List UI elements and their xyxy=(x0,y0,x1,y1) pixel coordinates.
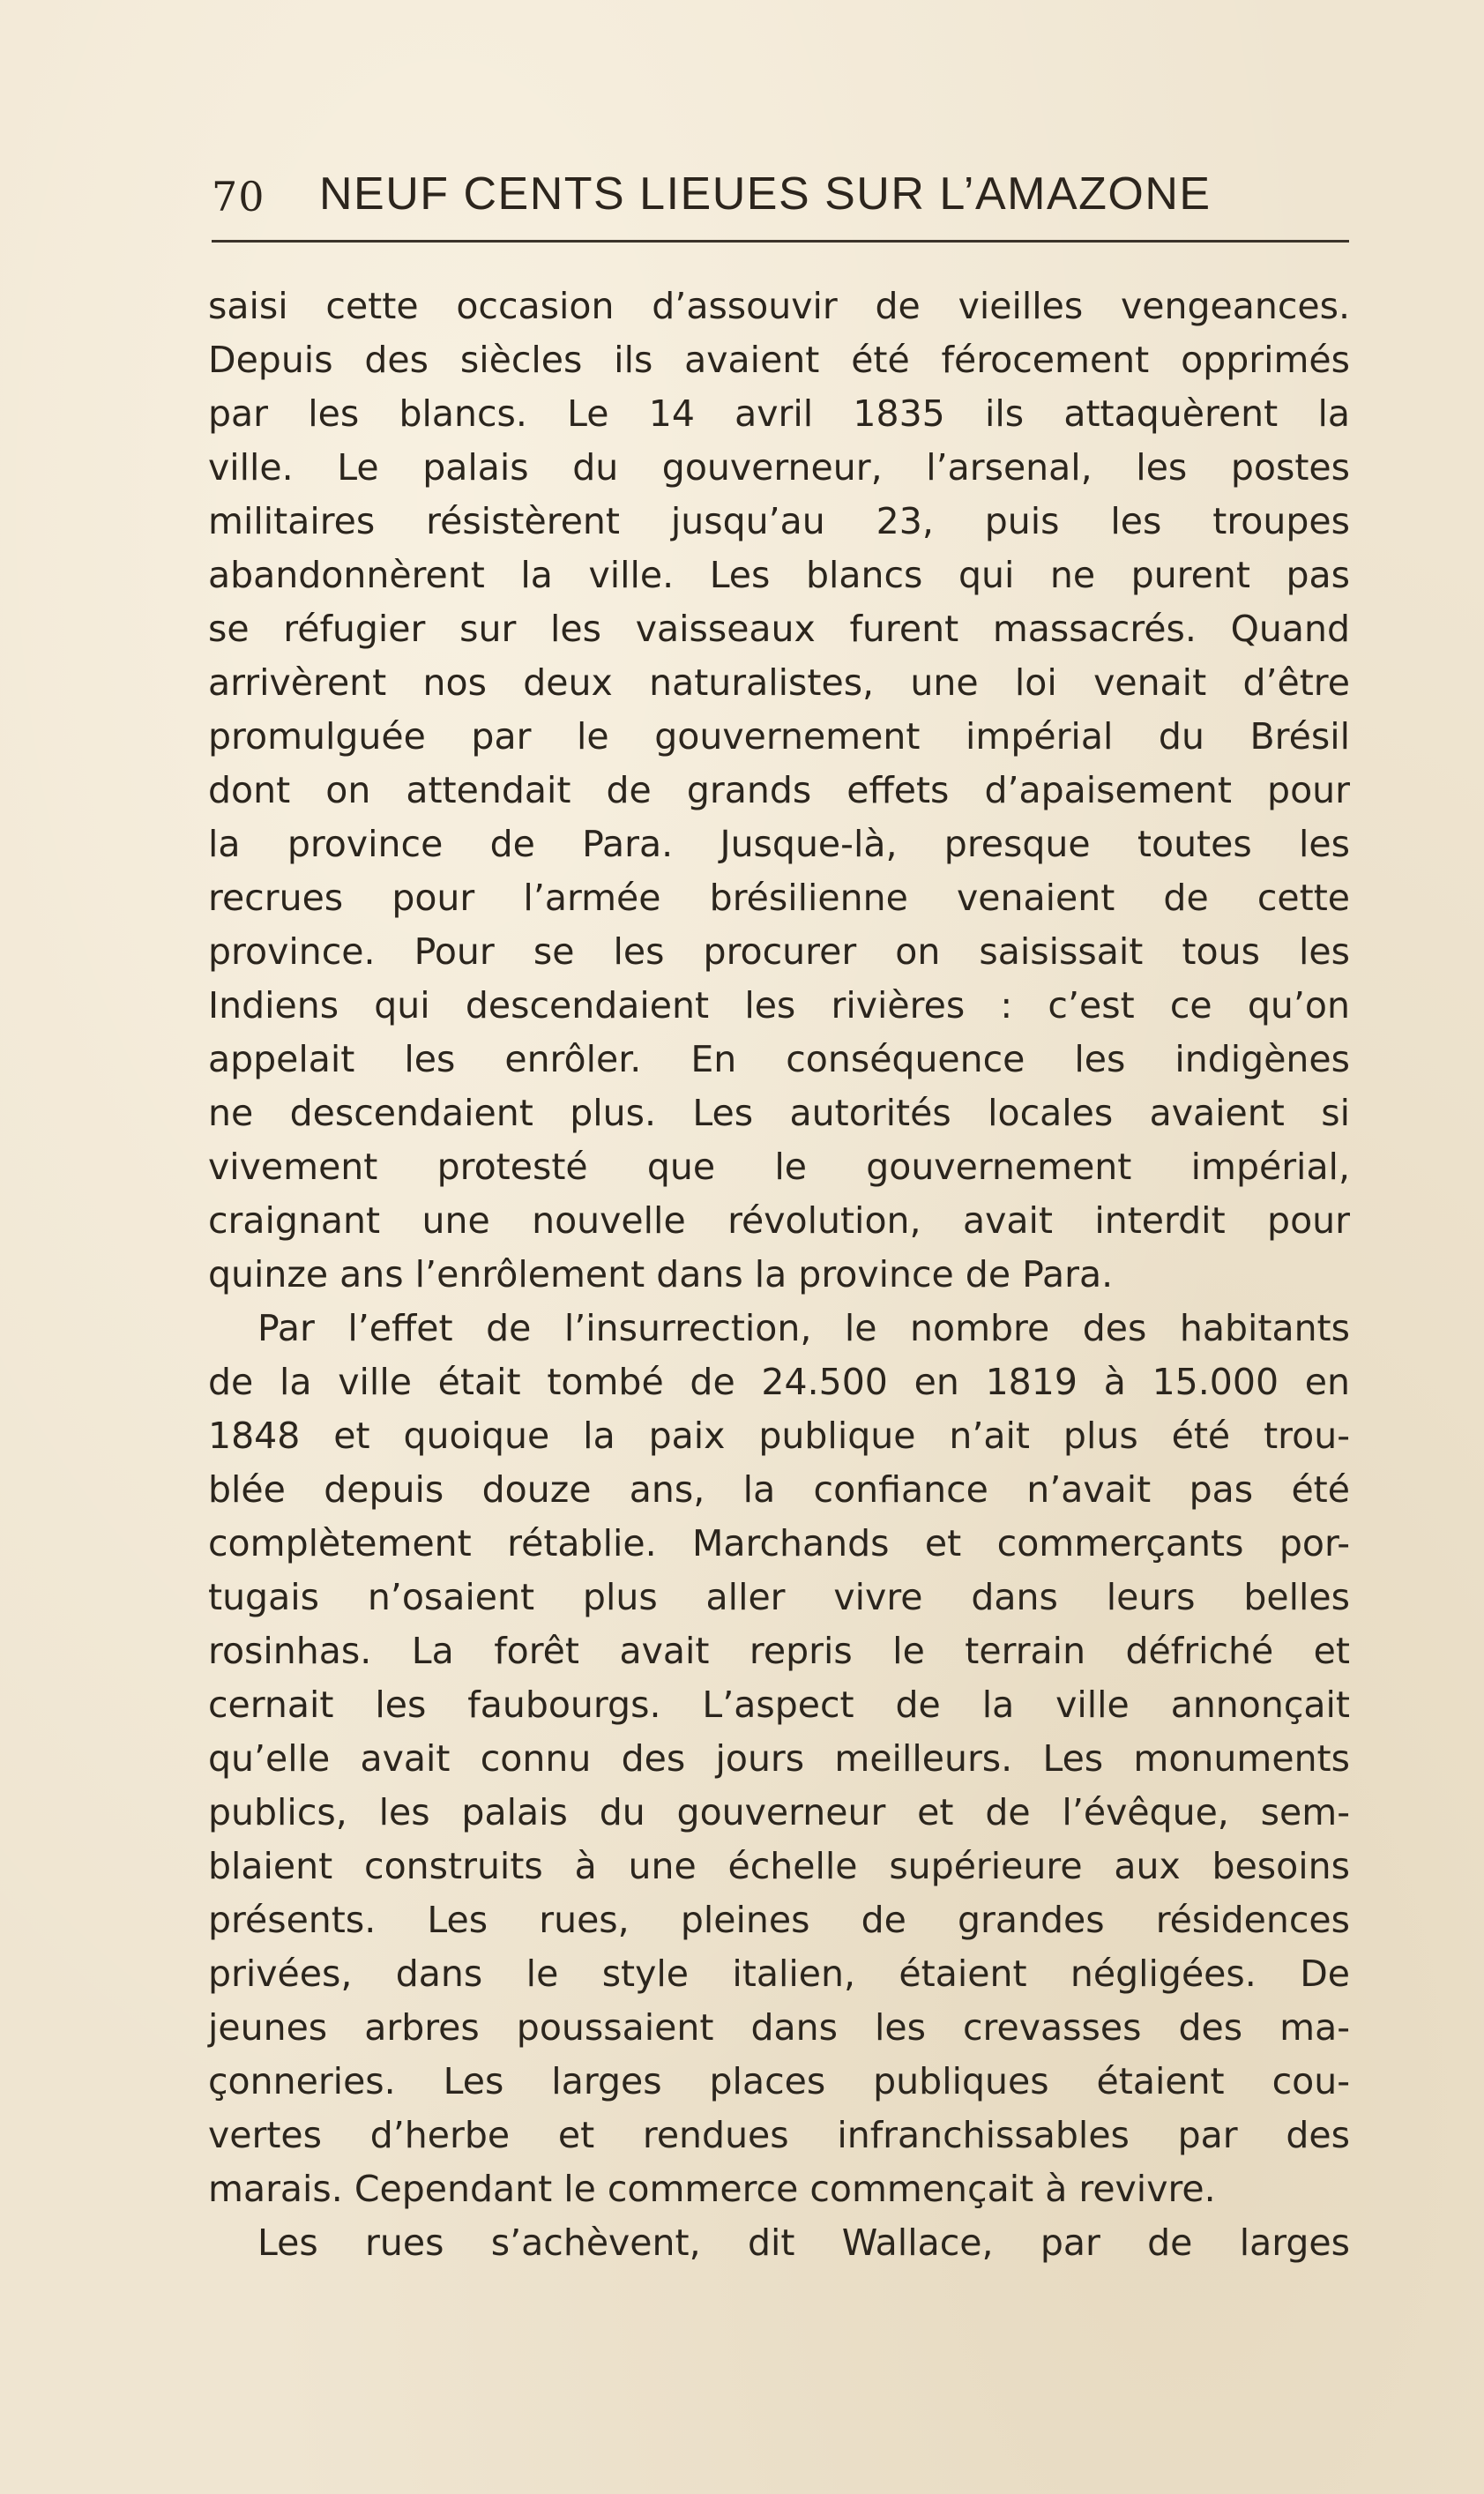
header-rule xyxy=(212,240,1349,243)
text-line: privées, dans le style italien, étaient négligées. De xyxy=(208,1953,1350,1995)
text-line: tugais n’osaient plus aller vivre dans leurs belles xyxy=(208,1576,1350,1618)
text-line: qu’elle avait connu des jours meilleurs. Les monuments xyxy=(208,1737,1350,1780)
paragraph-end-line: marais. Cependant le commerce commençait à revivre. xyxy=(208,2168,1216,2210)
text-line: vivement protesté que le gouvernement impérial, xyxy=(208,1146,1350,1188)
text-line: par les blancs. Le 14 avril 1835 ils attaquèrent la xyxy=(208,392,1350,435)
text-line: blée depuis douze ans, la confiance n’avait pas été xyxy=(208,1468,1350,1511)
text-line: se réfugier sur les vaisseaux furent massacrés. Quand xyxy=(208,608,1350,650)
running-title: NEUF CENTS LIEUES SUR L’AMAZONE xyxy=(319,168,1212,220)
text-line: jeunes arbres poussaient dans les crevasses des ma- xyxy=(208,2006,1350,2049)
text-line: recrues pour l’armée brésilienne venaient de cette xyxy=(208,877,1350,919)
page-number: 70 xyxy=(212,173,265,220)
page-header xyxy=(212,168,1349,229)
text-line: çonneries. Les larges places publiques étaient cou- xyxy=(208,2060,1350,2102)
text-line: cernait les faubourgs. L’aspect de la ville annonçait xyxy=(208,1684,1350,1726)
text-line: abandonnèrent la ville. Les blancs qui ne purent pas xyxy=(208,554,1350,596)
text-line: Depuis des siècles ils avaient été férocement opprimés xyxy=(208,339,1350,381)
paragraph-start-line: Les rues s’achèvent, dit Wallace, par de larges xyxy=(257,2221,1350,2264)
text-line: dont on attendait de grands effets d’apaisement pour xyxy=(208,769,1350,811)
text-line: promulguée par le gouvernement impérial du Brésil xyxy=(208,715,1350,758)
text-line: province. Pour se les procurer on saisissait tous les xyxy=(208,930,1350,973)
paragraph-end-line: quinze ans l’enrôlement dans la province de Para. xyxy=(208,1253,1114,1296)
text-line: 1848 et quoique la paix publique n’ait plus été trou- xyxy=(208,1415,1350,1457)
text-line: militaires résistèrent jusqu’au 23, puis les troupes xyxy=(208,500,1350,542)
text-line: saisi cette occasion d’assouvir de vieilles vengeances. xyxy=(208,285,1350,327)
text-line: complètement rétablie. Marchands et commerçants por- xyxy=(208,1522,1350,1564)
text-line: Indiens qui descendaient les rivières : c’est ce qu’on xyxy=(208,984,1350,1027)
text-line: ne descendaient plus. Les autorités locales avaient si xyxy=(208,1092,1350,1134)
paragraph-start-line: Par l’effet de l’insurrection, le nombre des habitants xyxy=(257,1307,1350,1349)
text-line: arrivèrent nos deux naturalistes, une loi venait d’être xyxy=(208,661,1350,704)
body-text xyxy=(208,280,1350,2270)
text-line: blaient construits à une échelle supérieure aux besoins xyxy=(208,1845,1350,1887)
text-line: rosinhas. La forêt avait repris le terrain défriché et xyxy=(208,1630,1350,1672)
text-line: craignant une nouvelle révolution, avait interdit pour xyxy=(208,1199,1350,1242)
text-line: présents. Les rues, pleines de grandes résidences xyxy=(208,1899,1350,1941)
text-line: ville. Le palais du gouverneur, l’arsenal, les postes xyxy=(208,446,1350,489)
text-line: de la ville était tombé de 24.500 en 1819 à 15.000 en xyxy=(208,1361,1350,1403)
text-line: appelait les enrôler. En conséquence les indigènes xyxy=(208,1038,1350,1080)
text-line: publics, les palais du gouverneur et de l’évêque, sem- xyxy=(208,1791,1350,1833)
text-line: vertes d’herbe et rendues infranchissables par des xyxy=(208,2114,1350,2156)
text-line: la province de Para. Jusque-là, presque toutes les xyxy=(208,823,1350,865)
